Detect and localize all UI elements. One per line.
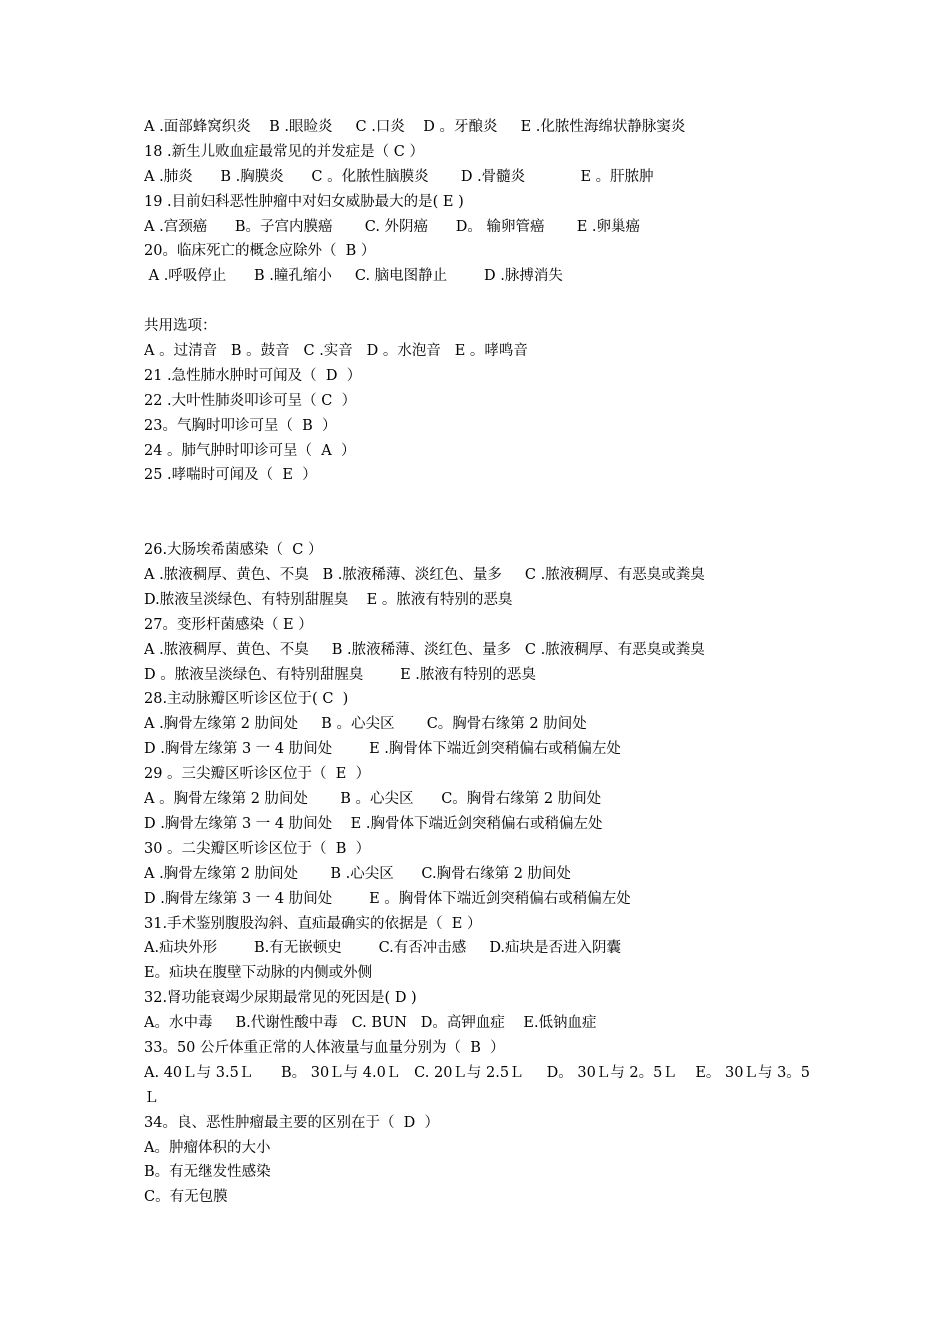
text-line: A .面部蜂窝织炎 B .眼睑炎 C .口炎 D 。牙酿炎 E .化脓性海绵状静脉窦炎 [144, 119, 686, 135]
text-line: 34。良、恶性肿瘤最主要的区别在于（ D ） [144, 1114, 440, 1131]
text-line: C。有无包膜 [144, 1189, 228, 1206]
text-line: 26.大肠埃希菌感染（ C ） [144, 542, 323, 559]
text-line: D 。脓液呈淡绿色、有特别甜腥臭 E .脓液有特别的恶臭 [144, 666, 536, 683]
text-line: B。有无继发性感染 [144, 1164, 271, 1181]
text-line: A .脓液稠厚、黄色、不臭 B .脓液稀薄、淡红色、量多 C .脓液稠厚、有恶臭或粪臭 [144, 641, 705, 658]
text-line: A 。胸骨左缘第 2 肋间处 B 。心尖区 C。胸骨右缘第 2 肋间处 [144, 791, 602, 808]
text-line: 25 .哮喘时可闻及（ E ） [144, 467, 317, 484]
text-line: 33。50 公斤体重正常的人体液量与血量分别为（ B ） [144, 1039, 505, 1056]
text-line: 21 .急性肺水肿时可闻及（ D ） [144, 367, 362, 384]
text-line: 30 。二尖瓣区听诊区位于（ B ） [144, 840, 371, 857]
text-line [144, 289, 824, 314]
text-line: 28.主动脉瓣区听诊区位于( C ) [144, 691, 349, 708]
text-line [144, 513, 824, 538]
text-line: 29 。三尖瓣区听诊区位于（ E ） [144, 766, 371, 783]
text-line: 27。变形杆菌感染（ E ） [144, 616, 313, 633]
text-line: E。疝块在腹壁下动脉的内侧或外侧 [144, 965, 373, 982]
text-line: A .呼吸停止 B .瞳孔缩小 C. 脑电图静止 D .脉搏消失 [144, 268, 563, 285]
text-line: 18 .新生儿败血症最常见的并发症是（ C ） [144, 143, 424, 160]
text-line: A 。过清音 B 。鼓音 C .实音 D 。水泡音 E 。哮鸣音 [144, 343, 528, 360]
text-line: 22 .大叶性肺炎叩诊可呈（ C ） [144, 392, 357, 409]
text-line: A .肺炎 B .胸膜炎 C 。化脓性脑膜炎 D .骨髓炎 E 。肝脓肿 [144, 168, 654, 185]
text-line: 20。临床死亡的概念应除外（ B ） [144, 243, 376, 260]
text-line: A. 40Ｌ与 3.5Ｌ B。 30Ｌ与 4.0Ｌ C. 20Ｌ与 2.5Ｌ D。 30Ｌ与 2。5Ｌ E。 30Ｌ与 3。5 [144, 1064, 811, 1081]
text-line: A.疝块外形 B.有无嵌顿史 C.有否冲击感 D.疝块是否进入阴囊 [144, 940, 622, 957]
text-line: 共用选项： [144, 318, 217, 335]
text-line: D.脓液呈淡绿色、有特别甜腥臭 E 。脓液有特别的恶臭 [144, 591, 513, 608]
text-line: Ｌ [144, 1089, 159, 1106]
text-line: D .胸骨左缘第 3 一 4 肋间处 E 。胸骨体下端近剑突稍偏右或稍偏左处 [144, 890, 631, 907]
text-line [144, 488, 824, 513]
text-line: A .胸骨左缘第 2 肋间处 B 。心尖区 C。胸骨右缘第 2 肋间处 [144, 716, 587, 733]
text-line: 23。气胸时叩诊可呈（ B ） [144, 417, 337, 434]
text-line: A .胸骨左缘第 2 肋间处 B .心尖区 C.胸骨右缘第 2 肋间处 [144, 865, 572, 882]
text-line: 24 。肺气肿时叩诊可呈（ A ） [144, 442, 356, 459]
text-line: A。肿瘤体积的大小 [144, 1139, 271, 1156]
text-line: D .胸骨左缘第 3 一 4 肋间处 E .胸骨体下端近剑突稍偏右或稍偏左处 [144, 815, 603, 832]
document-text-body [144, 115, 824, 1210]
text-line: A .脓液稠厚、黄色、不臭 B .脓液稀薄、淡红色、量多 C .脓液稠厚、有恶臭或粪臭 [144, 567, 705, 584]
text-line: A .宫颈癌 B。子宫内膜癌 C. 外阴癌 D。 输卵管癌 E .卵巢癌 [144, 218, 641, 235]
text-line: 32.肾功能衰竭少尿期最常见的死因是( D ) [144, 990, 417, 1007]
text-line: 31.手术鉴别腹股沟斜、直疝最确实的依据是（ E ） [144, 915, 482, 932]
text-line: 19 .目前妇科恶性肿瘤中对妇女威胁最大的是( E ) [144, 193, 464, 210]
text-line: A。水中毒 B.代谢性酸中毒 C. BUN D。高钾血症 E.低钠血症 [144, 1015, 597, 1032]
text-line: D .胸骨左缘第 3 一 4 肋间处 E .胸骨体下端近剑突稍偏右或稍偏左处 [144, 741, 621, 758]
